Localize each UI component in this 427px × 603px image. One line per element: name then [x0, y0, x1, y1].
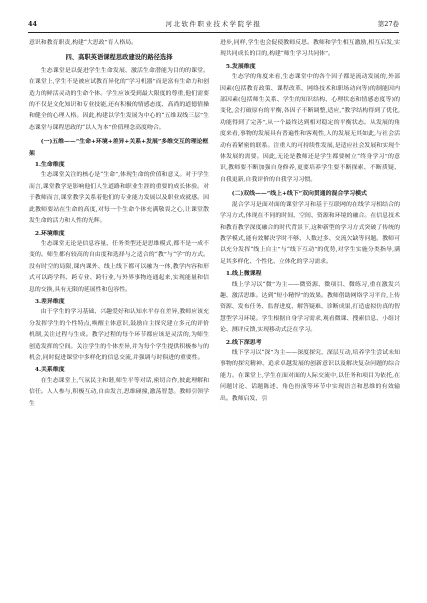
subsection-title: (二)双线——“线上+线下”双向贯通的混合学习模式 [231, 190, 367, 198]
paragraph: 由于学生的学习基础、兴趣爱好和认知水平存在差异,教师应该充分发挥学生的个性特点,唤醒主体意识,鼓励自主探究建立多元的评价机制,关注过程与生成。教学过程的每个环节都应该是灵活的,为师生创造发挥的空间。关注学生的个体差异,并为每个学生提供积极参与的机会,同时促进课堂中多样化的信息交流,并强调与时俱进的重要性。 [29, 309, 209, 361]
subheading: 5.发展维度 [225, 62, 256, 70]
journal-title: 河北软件职业技术学院学报 [165, 20, 262, 28]
paragraph: 生态课堂无论是信息容量、任务类型还是思维模式,都不是一成不变的。师生都有较高的自由度和选择与之适合的“教”与“学”的方式。没有时空的局限,课内课外、线上线下都可以融为一体,教学内容和形式可以跨学科、跨专业、跨行业,与外界事物连通起来,实现能量和信息的交换,具有无限的延展性和包容性。 [29, 240, 209, 293]
paragraph: 线下学习以“深”为主——深度探究、深层互动,培养学生尝试未知事物的探究精神、追求卓越发展的创新意识以及解决复杂问题的综合能力。在课堂上,学生在面对面的人际交流中,以任务和项目为依托,在问题讨论、话题陈述、角色扮演等环节中实现语言和思维的有效输出。教师启发、引 [220, 349, 400, 402]
paragraph: 线上学习以“微”为主——微资源、微项目、微练习,重在激发兴趣、激活思维。达到“短小精悍”的效果。教师借助网络学习平台,上传资源、发布任务、监督进度、解答疑难、诊断成果,打造虚拟仿真的智慧型学习环境。学生根据自身学习需求,观看微课、搜索信息、小组讨论、测评反馈,实现移动式泛在学习。 [220, 281, 400, 334]
subheading: 2.线下深思考 [225, 338, 262, 346]
subheading: 2.环境维度 [34, 229, 65, 237]
header-rule [28, 32, 399, 33]
subsection-title: (一)五维——“生命+环境+差异+关系+发展”多维交互的理论框架 [29, 138, 209, 157]
subheading: 1.线上微课程 [225, 270, 262, 278]
volume-label: 第27卷 [377, 20, 399, 28]
subheading: 3.差异维度 [34, 297, 65, 305]
paragraph: 在生态课堂上,气氛民主和谐,师生平等对话,密切合作,彼此理解和信任。人人参与,积极互动,自由发言,思维碰撞,激荡智慧。教师引领学生 [29, 377, 209, 407]
right-column [220, 38, 400, 405]
paragraph: 意识和教育职责,构建“大思政”育人格局。 [29, 40, 138, 46]
paragraph: 进步,同样,学生也会促使教师反思。教师和学生相互激励,相互启发,实现共同成长的目的,构建“师生学习共同体”。 [220, 40, 400, 58]
page-number: 44 [28, 20, 38, 28]
left-column [29, 38, 209, 410]
paragraph: 生态课堂是以促进学生生命发展、激活生命潜能为目的的课堂。在课堂上,学生不是被应试教育异化的“学习机器”而是富有生命力和创造力的鲜活灵动的生命个体。学生应该受到最大限度的尊重,他们需要的不仅是文化知识和专业技能,还有积极的情感态度、高尚的道德情操和健全的心理人格。因此,构建以学生发展为中心的“五维双线三层”生态课堂与课程思政的“以人为本”价值理念高度吻合。 [29, 67, 209, 131]
subheading: 4.关系维度 [34, 366, 65, 374]
paragraph: 混合学习是面对面的课堂学习和基于互联网的在线学习相结合的学习方式,体现在不同的时间、空间、资源和环境的融合。在信息技术和教育教学深度融合的时代背景下,这种新型的学习方式突破了传统的教学模式,能有效解决学时不够、人数过多、交流欠缺等问题。教师可以充分发挥“线上自主”与“线下互动”的优势,对学生实施分类指导,满足其多样化、个性化、立体化的学习需求。 [220, 201, 400, 265]
subheading: 1.生命维度 [34, 161, 65, 169]
paragraph: 生态课堂关注的核心是“生命”,体现生命的价值和意义。对于学生而言,课堂教学是影响他们人生道路和职业生涯的重要的成长体验。对于教师而言,课堂教学关系着他们的专业能力发展以及职业成就感。因此教师要站在生命的高度,对每一个生命个体充满敬畏之心,让课堂散发生命的活力和人性的光辉。 [29, 172, 209, 225]
paragraph: 生态学的角度来看,生态课堂中的各个因子都是流动发展的,外部因素(包括教育政策、课程改革、网络技术和职场动向等)的制能因内部因素(包括师生关系、学生的知识结构、心理状态和情感态度等)的变化,会打破原有的平衡,各因子不断调整,适应,“教学结构得到了优化,功能得到了完善”,从一个最终达到相对稳定的平衡状态。从发展的角度来看,事物的发展具有普遍性和客观性,人的发展无其如此,与社会活动有着紧密的联系。注重人的可持续性发展,是适应社会发展和实现个体发展的需要。因此,无论是教师还是学生都要树立“终身学习”的意识,教师要不断加强自身修养,更要培养学生要不断探索、不断质疑、自我更新,自我评价的自我学习习惯。 [220, 74, 400, 183]
running-head [28, 18, 399, 30]
section-title: 四、高职英语课程思政建设的路径选择 [65, 54, 173, 62]
